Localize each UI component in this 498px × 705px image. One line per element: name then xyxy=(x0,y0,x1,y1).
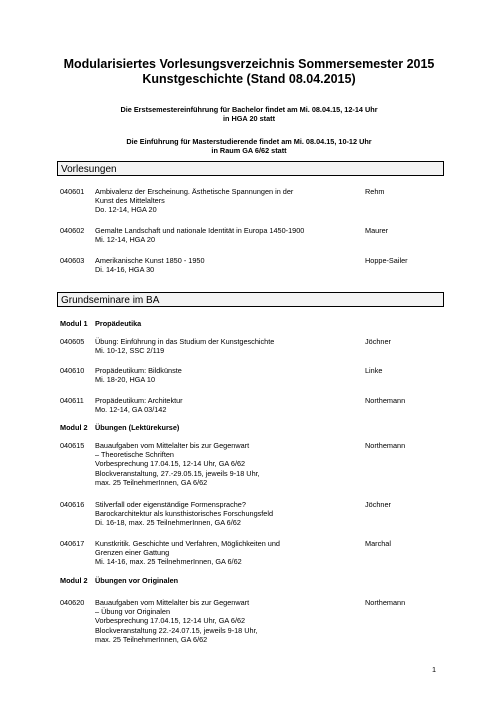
course-line: – Theoretische Schriften xyxy=(95,450,174,460)
course-line: Ambivalenz der Erscheinung. Ästhetische Spannungen in der xyxy=(95,187,294,196)
course-description xyxy=(95,539,355,567)
course-line: Übung: Einführung in das Studium der Kunstgeschichte xyxy=(95,337,275,346)
course-lecturer: Northemann xyxy=(365,598,406,607)
bachelor-notice-line2: in HGA 20 statt xyxy=(222,114,276,123)
course-description xyxy=(95,500,355,528)
course-line: – Übung vor Originalen xyxy=(95,607,171,617)
course-description xyxy=(95,396,355,414)
document-title-line2: Kunstgeschichte (Stand 08.04.2015) xyxy=(142,72,356,86)
section-heading-vorlesungen: Vorlesungen xyxy=(57,161,444,176)
course-number: 040610 xyxy=(60,366,85,375)
module-heading xyxy=(60,319,142,328)
course-row xyxy=(60,539,444,569)
module-name: Propädeutika xyxy=(95,319,142,328)
course-line: Mi. 12-14, HGA 20 xyxy=(95,235,156,245)
section-heading-grundseminare: Grundseminare im BA xyxy=(57,292,444,307)
module-name: Übungen vor Originalen xyxy=(95,576,179,585)
course-description xyxy=(95,256,355,274)
course-line: Gemalte Landschaft und nationale Identität in Europa 1450-1900 xyxy=(95,226,305,235)
course-row xyxy=(60,500,444,530)
course-line: Barockarchitektur als kunsthistorisches Forschungsfeld xyxy=(95,509,274,519)
course-row xyxy=(60,226,444,246)
course-line: Bauaufgaben vom Mittelalter bis zur Gegenwart xyxy=(95,441,250,450)
course-number: 040620 xyxy=(60,598,85,607)
course-line: Stilverfall oder eigenständige Formensprache? xyxy=(95,500,246,509)
course-lecturer: Hoppe-Sailer xyxy=(365,256,408,265)
course-description xyxy=(95,441,355,487)
course-line: Di. 14-16, HGA 30 xyxy=(95,265,155,275)
course-line: Blockveranstaltung 22.-24.07.15, jeweils 9-18 Uhr, xyxy=(95,625,258,635)
course-line: max. 25 TeilnehmerInnen, GA 6/62 xyxy=(95,634,208,644)
course-line: Vorbesprechung 17.04.15, 12-14 Uhr, GA 6/62 xyxy=(95,616,246,626)
course-description xyxy=(95,337,355,355)
course-line: Mi. 14-16, max. 25 TeilnehmerInnen, GA 6/62 xyxy=(95,557,242,567)
course-number: 040605 xyxy=(60,337,85,346)
course-number: 040617 xyxy=(60,539,85,548)
course-line: Mi. 18-20, HGA 10 xyxy=(95,375,156,385)
course-description xyxy=(95,366,355,384)
course-lecturer: Northemann xyxy=(365,396,406,405)
course-line: Blockveranstaltung, 27.-29.05.15, jeweils 9-18 Uhr, xyxy=(95,468,260,478)
course-line: Propädeutikum: Bildkünste xyxy=(95,366,182,375)
course-description xyxy=(95,598,355,644)
course-lecturer: Northemann xyxy=(365,441,406,450)
master-notice-line2: in Raum GA 6/62 statt xyxy=(211,146,287,155)
course-line: Do. 12-14, HGA 20 xyxy=(95,205,157,215)
bachelor-notice-line1: Die Erstsemestereinführung für Bachelor findet am Mi. 08.04.15, 12-14 Uhr xyxy=(120,105,378,114)
course-row xyxy=(60,441,444,489)
course-lecturer: Jöchner xyxy=(365,500,391,509)
master-notice-line1: Die Einführung für Masterstudierende findet am Mi. 08.04.15, 10-12 Uhr xyxy=(126,137,372,146)
document-title-line1: Modularisiertes Vorlesungsverzeichnis Sommersemester 2015 xyxy=(63,57,435,71)
course-number: 040601 xyxy=(60,187,85,196)
course-number: 040611 xyxy=(60,396,84,405)
course-line: Kunstkritik. Geschichte und Verfahren, Möglichkeiten und xyxy=(95,539,280,548)
course-row xyxy=(60,396,444,416)
course-lecturer: Rehm xyxy=(365,187,385,196)
course-description xyxy=(95,226,355,244)
page-number: 1 xyxy=(432,665,437,674)
course-lecturer: Linke xyxy=(365,366,383,375)
course-line: max. 25 TeilnehmerInnen, GA 6/62 xyxy=(95,477,208,487)
course-row xyxy=(60,598,444,646)
module-heading xyxy=(60,576,179,585)
module-label: Modul 2 xyxy=(60,423,88,432)
module-heading xyxy=(60,423,180,432)
course-number: 040616 xyxy=(60,500,85,509)
course-line: Mo. 12-14, GA 03/142 xyxy=(95,405,167,415)
course-number: 040615 xyxy=(60,441,85,450)
course-line: Amerikanische Kunst 1850 - 1950 xyxy=(95,256,205,265)
module-label: Modul 1 xyxy=(60,319,88,328)
module-label: Modul 2 xyxy=(60,576,88,585)
course-lecturer: Maurer xyxy=(365,226,389,235)
course-row xyxy=(60,187,444,217)
course-line: Grenzen einer Gattung xyxy=(95,548,170,558)
course-row xyxy=(60,256,444,276)
course-lecturer: Marchal xyxy=(365,539,391,548)
course-number: 040602 xyxy=(60,226,85,235)
course-line: Bauaufgaben vom Mittelalter bis zur Gegenwart xyxy=(95,598,250,607)
course-row xyxy=(60,366,444,386)
course-number: 040603 xyxy=(60,256,85,265)
course-line: Propädeutikum: Architektur xyxy=(95,396,183,405)
course-line: Vorbesprechung 17.04.15, 12-14 Uhr, GA 6/62 xyxy=(95,459,246,469)
course-description xyxy=(95,187,355,215)
course-line: Mi. 10-12, SSC 2/119 xyxy=(95,346,165,356)
course-row xyxy=(60,337,444,357)
course-lecturer: Jöchner xyxy=(365,337,391,346)
module-name: Übungen (Lektürekurse) xyxy=(95,423,180,432)
course-line: Di. 16-18, max. 25 TeilnehmerInnen, GA 6/62 xyxy=(95,518,241,528)
course-line: Kunst des Mittelalters xyxy=(95,196,165,206)
